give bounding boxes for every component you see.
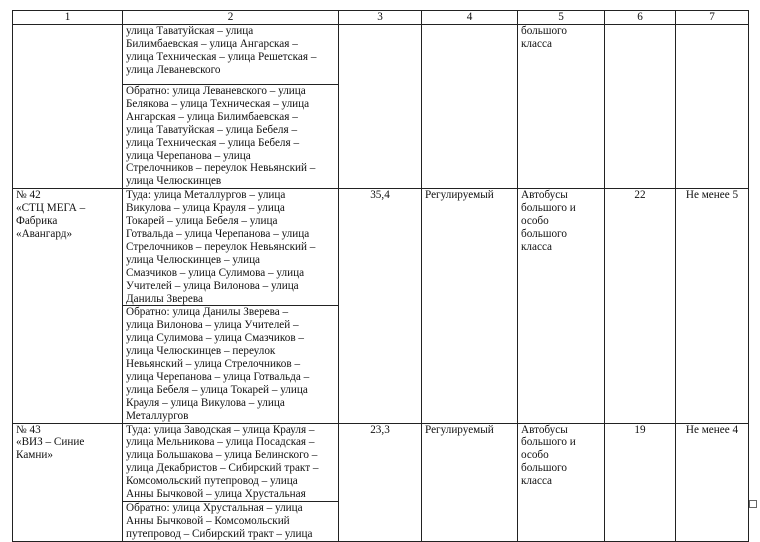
header-row bbox=[13, 11, 749, 25]
route-line: Смазчиков – улица Сулимова – улица bbox=[126, 266, 305, 279]
mode-cell: Регулируемый bbox=[422, 423, 518, 541]
length-cell: 23,3 bbox=[339, 423, 422, 541]
vehicle-line: большого bbox=[521, 25, 567, 37]
route-name-cell bbox=[13, 25, 123, 189]
route-name-line: Камни» bbox=[16, 449, 53, 462]
vehicle-line: класса bbox=[521, 37, 553, 50]
route-name-line: «Авангард» bbox=[16, 227, 73, 240]
route-name-line: № 43 bbox=[16, 423, 41, 436]
route-line: улица Леваневского bbox=[126, 63, 221, 76]
route-line: улица Вилонова – улица Учителей – bbox=[126, 319, 299, 332]
route-name-line: «ВИЗ – Синие bbox=[16, 436, 85, 449]
route-line: улица Черепанова – улица bbox=[126, 149, 251, 162]
header-cell: 6 bbox=[605, 11, 676, 25]
route-line: улица Черепанова – улица Готвальда – bbox=[126, 370, 310, 383]
route-line: улица Челюскинцев – улица bbox=[126, 253, 261, 266]
route-line: Крауля – улица Викулова – улица bbox=[126, 396, 285, 409]
header-cell: 4 bbox=[422, 11, 518, 25]
route-line: Викулова – улица Крауля – улица bbox=[126, 202, 285, 215]
table-row-continued bbox=[13, 25, 749, 85]
count-cell: 22 bbox=[605, 189, 676, 423]
route-return-cell bbox=[123, 306, 339, 423]
header-cell: 7 bbox=[676, 11, 749, 25]
header-cell: 5 bbox=[518, 11, 605, 25]
count-cell bbox=[605, 25, 676, 189]
route-line: Токарей – улица Бебеля – улица bbox=[126, 215, 278, 228]
interval-cell: Не менее 4 bbox=[676, 423, 749, 541]
route-line: Обратно: улица Леваневского – улица bbox=[126, 85, 306, 97]
route-forward-cell bbox=[123, 25, 339, 85]
route-line: Ангарская – улица Билимбаевская – bbox=[126, 110, 298, 123]
route-line: улица Мельникова – улица Посадская – bbox=[126, 436, 315, 449]
vehicle-line: Автобусы bbox=[521, 423, 568, 436]
route-line: Стрелочников – переулок Невьянский – bbox=[126, 162, 316, 175]
route-forward-cell bbox=[123, 189, 339, 306]
route-line: Обратно: улица Хрустальная – улица bbox=[126, 502, 303, 514]
route-name-cell bbox=[13, 423, 123, 541]
route-line: Готвальда – улица Черепанова – улица bbox=[126, 227, 310, 240]
interval-cell bbox=[676, 25, 749, 189]
route-line: Анны Бычковой – Комсомольский bbox=[126, 514, 290, 527]
vehicle-cell bbox=[518, 423, 605, 541]
length-cell bbox=[339, 25, 422, 189]
route-line: Комсомольский путепровод – улица bbox=[126, 475, 298, 488]
route-line: улица Челюскинцев bbox=[126, 175, 222, 188]
vehicle-cell bbox=[518, 189, 605, 423]
vehicle-cell bbox=[518, 25, 605, 189]
table-row-route-42 bbox=[13, 189, 749, 306]
cell-end-marker bbox=[749, 500, 757, 508]
route-line: Туда: улица Металлургов – улица bbox=[126, 189, 286, 202]
route-name-line: Фабрика bbox=[16, 215, 58, 228]
vehicle-line: большого и bbox=[521, 202, 576, 215]
route-line: улица Сулимова – улица Смазчиков – bbox=[126, 332, 305, 345]
route-name-cell bbox=[13, 189, 123, 423]
route-line: улица Техническая – улица Решетская – bbox=[126, 50, 317, 63]
route-line: улица Челюскинцев – переулок bbox=[126, 345, 276, 358]
route-line: улица Большакова – улица Белинского – bbox=[126, 449, 318, 462]
route-name-line: № 42 bbox=[16, 189, 41, 202]
mode-cell: Регулируемый bbox=[422, 189, 518, 423]
route-line: Невьянский – улица Стрелочников – bbox=[126, 358, 301, 371]
length-cell: 35,4 bbox=[339, 189, 422, 423]
route-line: Обратно: улица Данилы Зверева – bbox=[126, 306, 289, 319]
vehicle-line: особо bbox=[521, 449, 549, 462]
header-cell: 1 bbox=[13, 11, 123, 25]
route-line: улица Таватуйская – улица bbox=[126, 25, 254, 37]
route-name-line: «СТЦ МЕГА – bbox=[16, 202, 86, 215]
route-return-cell bbox=[123, 502, 339, 542]
count-cell: 19 bbox=[605, 423, 676, 541]
route-line: Билимбаевская – улица Ангарская – bbox=[126, 37, 298, 50]
vehicle-line: большого и bbox=[521, 436, 576, 449]
interval-cell: Не менее 5 bbox=[676, 189, 749, 423]
route-line: Стрелочников – переулок Невьянский – bbox=[126, 240, 316, 253]
vehicle-line: большого bbox=[521, 227, 567, 240]
route-return-cell bbox=[123, 85, 339, 189]
route-line: улица Техническая – улица Бебеля – bbox=[126, 136, 300, 149]
route-line: улица Бебеля – улица Токарей – улица bbox=[126, 383, 308, 396]
mode-cell bbox=[422, 25, 518, 189]
header-cell: 2 bbox=[123, 11, 339, 25]
route-line: Туда: улица Заводская – улица Крауля – bbox=[126, 423, 315, 436]
vehicle-line: Автобусы bbox=[521, 189, 568, 202]
table-row-route-43 bbox=[13, 423, 749, 501]
header-cell: 3 bbox=[339, 11, 422, 25]
vehicle-line: класса bbox=[521, 240, 553, 253]
route-line: Данилы Зверева bbox=[126, 292, 203, 305]
routes-table bbox=[12, 10, 749, 542]
route-line: Анны Бычковой – улица Хрустальная bbox=[126, 488, 306, 501]
route-line: Учителей – улица Вилонова – улица bbox=[126, 279, 299, 292]
route-line: Металлургов bbox=[126, 409, 189, 422]
vehicle-line: класса bbox=[521, 475, 553, 488]
vehicle-line: большого bbox=[521, 462, 567, 475]
vehicle-line: особо bbox=[521, 215, 549, 228]
route-forward-cell bbox=[123, 423, 339, 501]
route-line: путепровод – Сибирский тракт – улица bbox=[126, 527, 313, 540]
route-line: улица Таватуйская – улица Бебеля – bbox=[126, 123, 298, 136]
route-line: Белякова – улица Техническая – улица bbox=[126, 97, 310, 110]
route-line: улица Декабристов – Сибирский тракт – bbox=[126, 462, 319, 475]
